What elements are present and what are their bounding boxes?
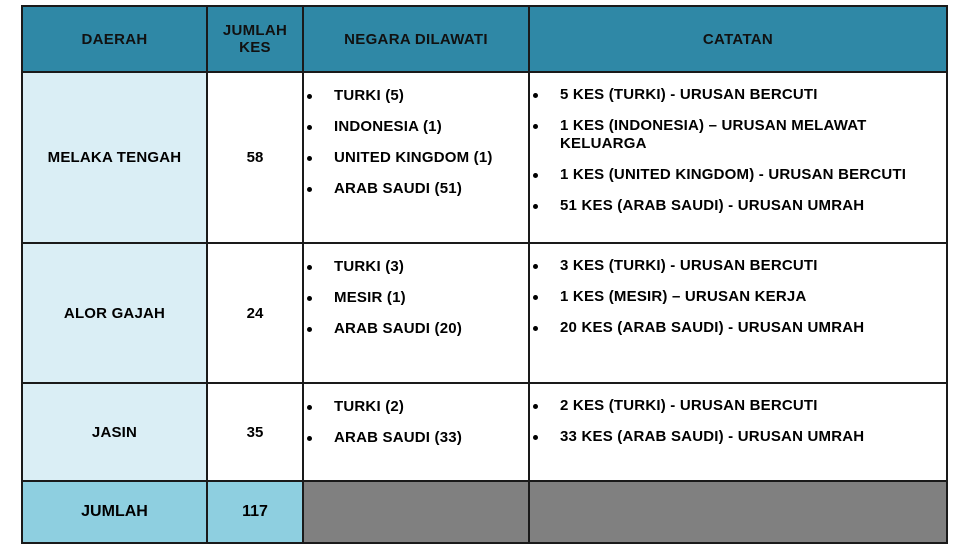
country-label: TURKI (3) [334,258,405,275]
country-label: MESIR (1) [334,289,406,306]
bullet-icon [533,93,538,98]
note-item [530,428,940,446]
country-label: UNITED KINGDOM (1) [334,149,493,166]
country-item [304,118,522,136]
note-item [530,397,940,415]
note-item [530,319,940,337]
country-label: ARAB SAUDI (33) [334,429,463,446]
empty-cell [529,481,947,543]
total-label: JUMLAH [22,481,207,543]
bullet-icon [533,173,538,178]
note-item [530,117,940,153]
table-row [22,72,947,243]
notes-cell [529,72,947,243]
bullet-icon [307,327,312,332]
country-label: TURKI (2) [334,398,405,415]
notes-cell [529,383,947,481]
bullet-icon [307,94,312,99]
total-row [22,481,947,543]
header-catatan: CATATAN [529,6,947,72]
note-item [530,288,940,306]
note-label: 51 KES (ARAB SAUDI) - URUSAN UMRAH [560,197,865,214]
note-item [530,257,940,275]
country-label: INDONESIA (1) [334,118,442,135]
note-item [530,166,940,184]
note-label: 1 KES (MESIR) – URUSAN KERJA [560,288,807,305]
bullet-icon [307,125,312,130]
note-item [530,86,940,104]
country-label: TURKI (5) [334,87,405,104]
notes-cell [529,243,947,383]
bullet-icon [307,187,312,192]
bullet-icon [533,404,538,409]
bullet-icon [307,296,312,301]
note-label: 20 KES (ARAB SAUDI) - URUSAN UMRAH [560,319,865,336]
note-label: 3 KES (TURKI) - URUSAN BERCUTI [560,257,818,274]
country-item [304,87,522,105]
table-row [22,243,947,383]
bullet-icon [533,124,538,129]
bullet-icon [307,156,312,161]
bullet-icon [533,295,538,300]
header-negara-dilawati: NEGARA DILAWATI [303,6,529,72]
table-header-row [22,6,947,72]
total-value: 117 [207,481,303,543]
country-item [304,289,522,307]
bullet-icon [533,264,538,269]
countries-cell [303,72,529,243]
country-label: ARAB SAUDI (20) [334,320,463,337]
header-daerah: DAERAH [22,6,207,72]
country-item [304,398,522,416]
country-item [304,320,522,338]
note-item [530,197,940,215]
header-jumlah-line2: KES [239,39,271,56]
country-item [304,429,522,447]
case-count: 58 [207,72,303,243]
bullet-icon [533,326,538,331]
case-count: 35 [207,383,303,481]
bullet-icon [307,436,312,441]
bullet-icon [533,204,538,209]
cases-table [21,5,948,544]
bullet-icon [533,435,538,440]
note-label: 2 KES (TURKI) - URUSAN BERCUTI [560,397,818,414]
bullet-icon [307,265,312,270]
note-label: 1 KES (UNITED KINGDOM) - URUSAN BERCUTI [560,166,907,183]
district-name: MELAKA TENGAH [22,72,207,243]
district-name: JASIN [22,383,207,481]
header-jumlah-kes [207,6,303,72]
table-row [22,383,947,481]
country-label: ARAB SAUDI (51) [334,180,463,197]
header-jumlah-line1: JUMLAH [222,22,288,39]
note-label: 33 KES (ARAB SAUDI) - URUSAN UMRAH [560,428,865,445]
country-item [304,258,522,276]
case-count: 24 [207,243,303,383]
note-label: 1 KES (INDONESIA) – URUSAN MELAWAT KELUARGA [560,117,867,152]
note-label: 5 KES (TURKI) - URUSAN BERCUTI [560,86,818,103]
country-item [304,180,522,198]
district-name: ALOR GAJAH [22,243,207,383]
countries-cell [303,383,529,481]
country-item [304,149,522,167]
countries-cell [303,243,529,383]
empty-cell [303,481,529,543]
bullet-icon [307,405,312,410]
